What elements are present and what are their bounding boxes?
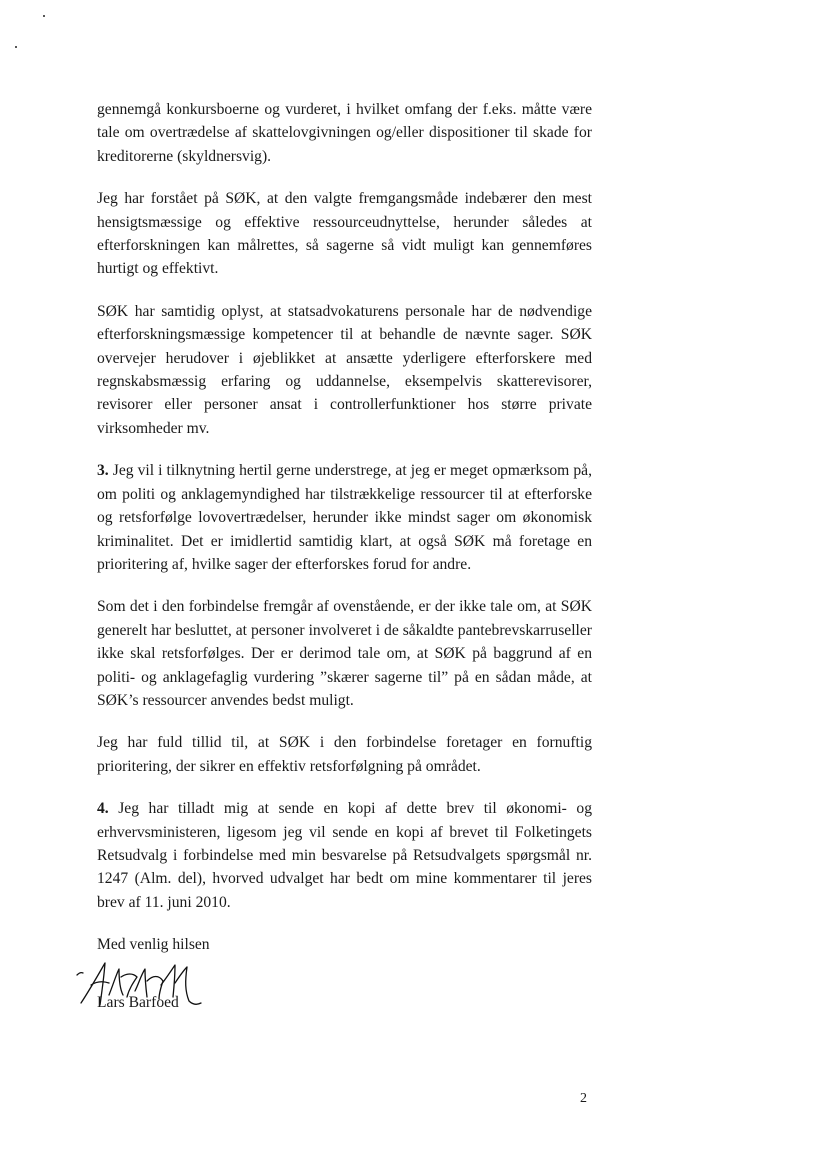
letter-body [97, 98, 592, 1029]
closing-salutation: Med venlig hilsen [97, 936, 210, 954]
paragraph-number: 3. [97, 462, 109, 480]
paragraph-text: SØK har samtidig oplyst, at statsadvokaturens personale har de nødvendige efterforskningsmæssige kompetencer til at behandle de nævnte sager. SØK overvejer herudover i øjeblikket at ansætte yderligere efterforskere med regnskabsmæssig erfaring og uddannelse, eksempelvis skatterevisorer, revisorer eller personer ansat i controllerfunktioner hos større private virksomheder mv. [97, 302, 592, 437]
paragraph [97, 459, 592, 576]
paragraph [97, 731, 592, 778]
page-number: 2 [580, 1091, 587, 1106]
paragraph [97, 797, 592, 914]
paragraph [97, 98, 592, 168]
signer-name: Lars Barfoed [97, 993, 179, 1011]
paragraph-text: Som det i den forbindelse fremgår af ovenstående, er der ikke tale om, at SØK generelt har besluttet, at personer involveret i de såkaldte pantebrevskarruseller ikke skal retsforfølges. Der er derimod tale om, at SØK på baggrund af en politi- og anklagefaglig vurdering ”skærer sagerne til” på en sådan måde, at SØK’s ressourcer anvendes bedst muligt. [97, 598, 592, 709]
paragraph-text: Jeg vil i tilknytning hertil gerne understrege, at jeg er meget opmærksom på, om politi og anklagemyndighed har tilstrækkelige ressourcer til at efterforske og retsforfølge lovovertrædelser, herunder ikke mindst sager om økonomisk kriminalitet. Det er imidlertid samtidig klart, at også SØK må foretage en prioritering af, hvilke sager der efterforskes forud for andre. [97, 462, 592, 573]
paragraph-text: Jeg har fuld tillid til, at SØK i den forbindelse foretager en fornuftig prioritering, der sikrer en effektiv retsforfølgning på området. [97, 734, 592, 775]
paragraph [97, 187, 592, 281]
signature-block [97, 957, 592, 1029]
paragraph-text: Jeg har tilladt mig at sende en kopi af dette brev til økonomi- og erhvervsministeren, ligesom jeg vil sende en kopi af brevet til Folketingets Retsudvalg i forbindelse med min besvarelse på Retsudvalgets spørgsmål nr. 1247 (Alm. del), hvorved udvalget har bedt om mine kommentarer til jeres brev af 11. juni 2010. [97, 800, 592, 911]
paragraph [97, 300, 592, 440]
scan-speck [43, 15, 45, 17]
paragraph-number: 4. [97, 800, 109, 818]
scan-speck [15, 46, 17, 48]
paragraph-text: Jeg har forstået på SØK, at den valgte fremgangsmåde indebærer den mest hensigtsmæssige og effektive ressourceudnyttelse, herunder således at efterforskningen kan målrettes, så sagerne så vidt muligt kan gennemføres hurtigt og effektivt. [97, 190, 592, 278]
paragraph [97, 595, 592, 712]
paragraph-text: gennemgå konkursboerne og vurderet, i hvilket omfang der f.eks. måtte være tale om overtrædelse af skattelovgivningen og/eller dispositioner til skade for kreditorerne (skyldnersvig). [97, 101, 592, 165]
